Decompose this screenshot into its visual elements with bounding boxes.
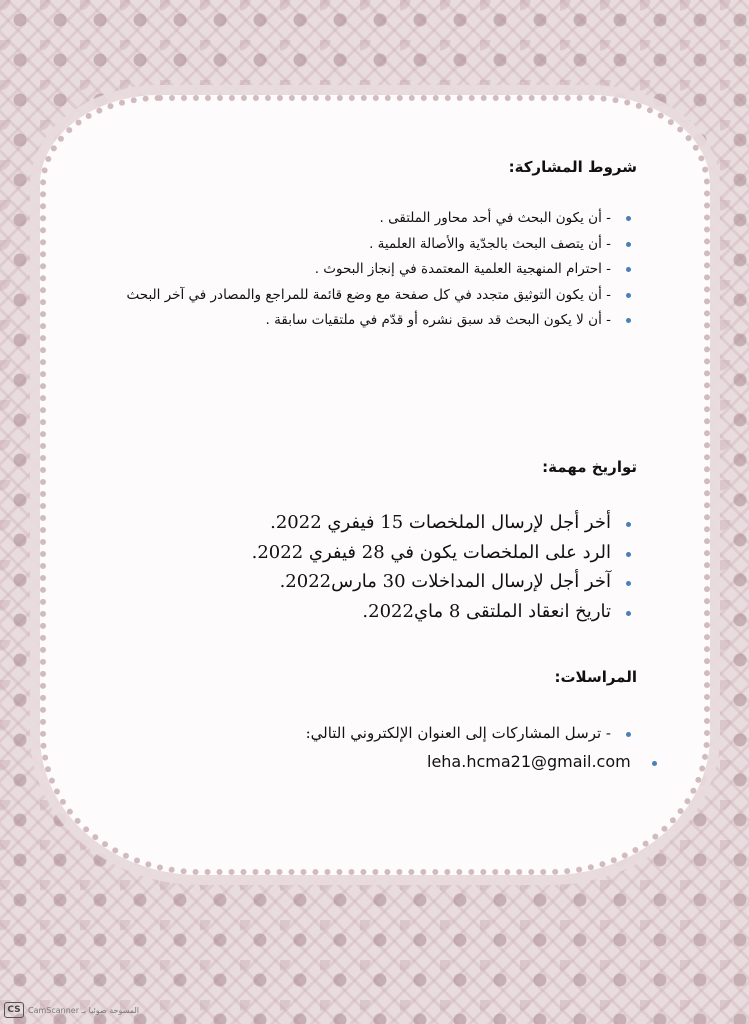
list-item: - أن لا يكون البحث قد سبق نشره أو قدّم في ملتقيات سابقة . bbox=[97, 312, 637, 328]
list-item: - أن يتصف البحث بالجدّية والأصالة العلمية . bbox=[97, 236, 637, 252]
list-item: - أن يكون البحث في أحد محاور الملتقى . bbox=[97, 210, 637, 226]
scanner-watermark bbox=[4, 1002, 139, 1018]
list-item: - احترام المنهجية العلمية المعتمدة في إنجاز البحوث . bbox=[97, 261, 637, 277]
list-item: آخر أجل لإرسال المداخلات 30 مارس2022. bbox=[237, 571, 637, 593]
dates-list bbox=[237, 512, 637, 630]
watermark-text: CamScanner المسوحة ضوئيا بـ bbox=[28, 1005, 140, 1015]
list-item: تاريخ انعقاد الملتقى 8 ماي2022. bbox=[237, 601, 637, 623]
list-item: أخر أجل لإرسال الملخصات 15 فيفري 2022. bbox=[237, 512, 637, 534]
correspondence-list bbox=[237, 724, 637, 782]
camscanner-logo-icon: CS bbox=[4, 1002, 24, 1018]
email-link[interactable]: leha.hcma21@gmail.com bbox=[427, 753, 637, 771]
dates-heading: تواريخ مهمة: bbox=[542, 458, 637, 476]
correspondence-heading: المراسلات: bbox=[554, 668, 637, 686]
list-item: - أن يكون التوثيق متجدد في كل صفحة مع وضع قائمة للمراجع والمصادر في آخر البحث bbox=[97, 287, 637, 303]
list-item: - ترسل المشاركات إلى العنوان الإلكتروني التالي: bbox=[237, 724, 637, 742]
conditions-list bbox=[97, 210, 637, 338]
list-item: الرد على الملخصات يكون في 28 فيفري 2022. bbox=[237, 542, 637, 564]
conditions-heading: شروط المشاركة: bbox=[508, 158, 637, 176]
